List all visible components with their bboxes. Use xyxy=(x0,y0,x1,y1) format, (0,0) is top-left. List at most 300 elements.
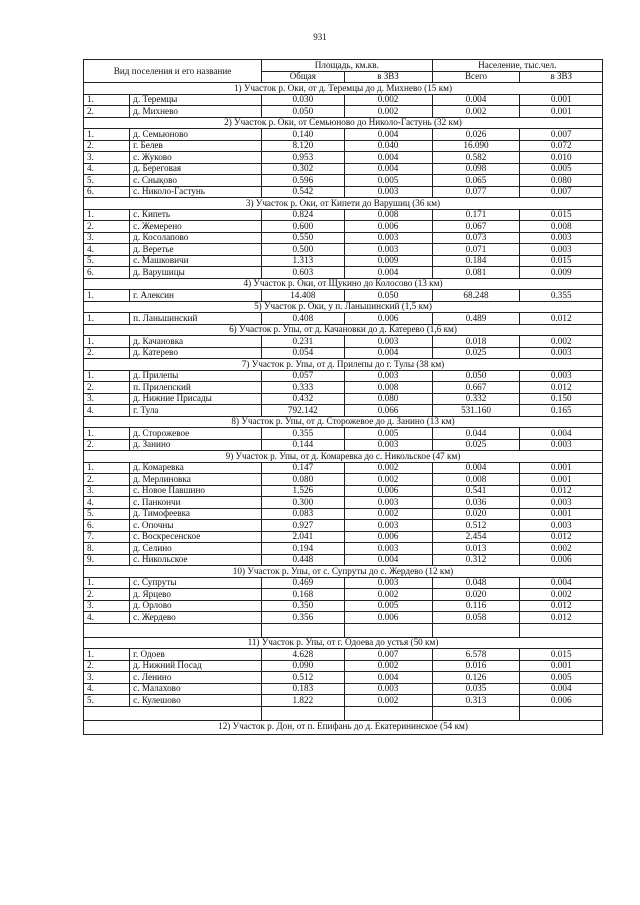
row-number: 9. xyxy=(84,554,130,566)
population-zvz: 0.004 xyxy=(520,428,603,440)
area-total: 4.628 xyxy=(262,649,344,661)
area-zvz: 0.002 xyxy=(344,660,432,672)
section-title: 11) Участок р. Упы, от г. Одоева до устья (50 км) xyxy=(84,637,603,649)
population-total: 0.065 xyxy=(432,175,520,187)
area-total: 792.142 xyxy=(262,405,344,417)
area-total: 0.350 xyxy=(262,600,344,612)
area-total: 0.469 xyxy=(262,577,344,589)
settlement-name: с. Жуково xyxy=(130,152,262,164)
row-number: 1. xyxy=(84,462,130,474)
area-zvz: 0.003 xyxy=(344,244,432,256)
row-number: 3. xyxy=(84,232,130,244)
table-row xyxy=(84,520,603,532)
table-row xyxy=(84,267,603,279)
area-zvz: 0.003 xyxy=(344,232,432,244)
table-row xyxy=(84,405,603,417)
table-row xyxy=(84,531,603,543)
area-total: 0.356 xyxy=(262,612,344,624)
area-zvz: 0.008 xyxy=(344,209,432,221)
population-total: 6.578 xyxy=(432,649,520,661)
spacer-cell xyxy=(262,623,344,637)
population-zvz: 0.355 xyxy=(520,290,603,302)
population-total: 0.073 xyxy=(432,232,520,244)
header-area: Площадь, км.кв. xyxy=(262,60,432,72)
row-number: 5. xyxy=(84,695,130,707)
population-total: 0.035 xyxy=(432,683,520,695)
population-zvz: 0.009 xyxy=(520,267,603,279)
population-total: 0.036 xyxy=(432,497,520,509)
population-total: 0.081 xyxy=(432,267,520,279)
settlement-name: с. Жердево xyxy=(130,612,262,624)
area-total: 0.550 xyxy=(262,232,344,244)
area-total: 0.596 xyxy=(262,175,344,187)
table-row xyxy=(84,163,603,175)
spacer-cell xyxy=(84,623,130,637)
section-title: 6) Участок р. Упы, от д. Качановки до д. Катерево (1,6 км) xyxy=(84,324,603,336)
row-number: 4. xyxy=(84,163,130,175)
settlement-name: д. Сторожевое xyxy=(130,428,262,440)
section-title: 8) Участок р. Упы, от д. Сторожевое до д. Занино (13 км) xyxy=(84,416,603,428)
settlement-name: д. Мерлиновка xyxy=(130,474,262,486)
table-row xyxy=(84,683,603,695)
area-zvz: 0.003 xyxy=(344,336,432,348)
table-row xyxy=(84,660,603,672)
area-total: 1.313 xyxy=(262,255,344,267)
population-total: 0.002 xyxy=(432,106,520,118)
row-number: 1. xyxy=(84,577,130,589)
table-row xyxy=(84,221,603,233)
population-zvz: 0.005 xyxy=(520,672,603,684)
population-total: 0.044 xyxy=(432,428,520,440)
spacer-cell xyxy=(520,706,603,720)
row-number: 4. xyxy=(84,405,130,417)
area-total: 0.057 xyxy=(262,370,344,382)
population-zvz: 0.007 xyxy=(520,129,603,141)
area-total: 0.500 xyxy=(262,244,344,256)
header-settlement: Вид поселения и его название xyxy=(84,60,262,83)
area-total: 0.542 xyxy=(262,186,344,198)
row-number: 6. xyxy=(84,186,130,198)
area-zvz: 0.004 xyxy=(344,347,432,359)
table-row xyxy=(84,589,603,601)
settlement-name: д. Селино xyxy=(130,543,262,555)
table-row xyxy=(84,393,603,405)
row-number: 2. xyxy=(84,660,130,672)
population-total: 0.020 xyxy=(432,508,520,520)
area-zvz: 0.002 xyxy=(344,462,432,474)
population-zvz: 0.005 xyxy=(520,163,603,175)
settlement-name: д. Варушицы xyxy=(130,267,262,279)
population-zvz: 0.165 xyxy=(520,405,603,417)
settlement-name: д. Ярцево xyxy=(130,589,262,601)
section-title: 2) Участок р. Оки, от Семьюново до Николо-Гастунь (32 км) xyxy=(84,117,603,129)
area-total: 0.140 xyxy=(262,129,344,141)
area-total: 0.030 xyxy=(262,94,344,106)
settlements-table xyxy=(83,59,603,735)
population-total: 0.020 xyxy=(432,589,520,601)
population-zvz: 0.003 xyxy=(520,439,603,451)
area-zvz: 0.003 xyxy=(344,370,432,382)
table-row xyxy=(84,313,603,325)
population-zvz: 0.001 xyxy=(520,508,603,520)
population-total: 0.489 xyxy=(432,313,520,325)
area-zvz: 0.003 xyxy=(344,439,432,451)
population-total: 0.026 xyxy=(432,129,520,141)
spacer-row xyxy=(84,623,603,637)
population-zvz: 0.012 xyxy=(520,600,603,612)
area-total: 1.822 xyxy=(262,695,344,707)
population-zvz: 0.003 xyxy=(520,232,603,244)
area-total: 0.600 xyxy=(262,221,344,233)
header-pop-total: Всего xyxy=(432,71,520,83)
area-total: 0.603 xyxy=(262,267,344,279)
table-row xyxy=(84,186,603,198)
row-number: 2. xyxy=(84,474,130,486)
population-zvz: 0.001 xyxy=(520,474,603,486)
area-zvz: 0.002 xyxy=(344,474,432,486)
settlement-name: с. Машковичи xyxy=(130,255,262,267)
population-zvz: 0.003 xyxy=(520,520,603,532)
settlement-name: с. Никольское xyxy=(130,554,262,566)
table-row xyxy=(84,543,603,555)
table-row xyxy=(84,129,603,141)
header-area-zvz: в ЗВЗ xyxy=(344,71,432,83)
population-total: 16.090 xyxy=(432,140,520,152)
population-zvz: 0.001 xyxy=(520,106,603,118)
area-zvz: 0.009 xyxy=(344,255,432,267)
population-total: 0.071 xyxy=(432,244,520,256)
row-number: 8. xyxy=(84,543,130,555)
area-zvz: 0.004 xyxy=(344,163,432,175)
row-number: 1. xyxy=(84,209,130,221)
settlement-name: г. Одоев xyxy=(130,649,262,661)
population-zvz: 0.007 xyxy=(520,186,603,198)
population-total: 0.018 xyxy=(432,336,520,348)
area-total: 0.183 xyxy=(262,683,344,695)
header-row xyxy=(84,60,603,72)
section-title: 1) Участок р. Оки, от д. Теремцы до д. Михнево (15 км) xyxy=(84,83,603,95)
table-row xyxy=(84,347,603,359)
settlement-name: с. Опочны xyxy=(130,520,262,532)
table-row xyxy=(84,382,603,394)
settlement-name: д. Занино xyxy=(130,439,262,451)
area-zvz: 0.003 xyxy=(344,186,432,198)
settlement-name: с. Панкончи xyxy=(130,497,262,509)
section-header-row xyxy=(84,83,603,95)
section-title: 12) Участок р. Дон, от п. Епифань до д. Екатерининское (54 км) xyxy=(84,720,603,734)
area-zvz: 0.080 xyxy=(344,393,432,405)
area-total: 1.526 xyxy=(262,485,344,497)
settlement-name: п. Ланьшинский xyxy=(130,313,262,325)
row-number: 2. xyxy=(84,347,130,359)
population-zvz: 0.012 xyxy=(520,485,603,497)
area-zvz: 0.002 xyxy=(344,106,432,118)
table-row xyxy=(84,232,603,244)
settlement-name: д. Теремцы xyxy=(130,94,262,106)
area-zvz: 0.006 xyxy=(344,313,432,325)
area-zvz: 0.002 xyxy=(344,94,432,106)
population-zvz: 0.015 xyxy=(520,209,603,221)
population-zvz: 0.012 xyxy=(520,612,603,624)
row-number: 1. xyxy=(84,94,130,106)
area-total: 0.144 xyxy=(262,439,344,451)
table-row xyxy=(84,140,603,152)
row-number: 1. xyxy=(84,290,130,302)
area-zvz: 0.005 xyxy=(344,175,432,187)
settlement-name: д. Нижние Присады xyxy=(130,393,262,405)
area-zvz: 0.004 xyxy=(344,267,432,279)
row-number: 2. xyxy=(84,221,130,233)
table-row xyxy=(84,462,603,474)
header-pop-zvz: в ЗВЗ xyxy=(520,71,603,83)
settlement-name: с. Кипеть xyxy=(130,209,262,221)
population-total: 0.667 xyxy=(432,382,520,394)
spacer-cell xyxy=(432,706,520,720)
area-total: 0.083 xyxy=(262,508,344,520)
area-zvz: 0.003 xyxy=(344,577,432,589)
settlement-name: д. Орлово xyxy=(130,600,262,612)
section-header-row xyxy=(84,324,603,336)
settlement-name: с. Николо-Гастунь xyxy=(130,186,262,198)
population-zvz: 0.001 xyxy=(520,462,603,474)
settlement-name: п. Прилепский xyxy=(130,382,262,394)
area-zvz: 0.002 xyxy=(344,589,432,601)
area-total: 0.355 xyxy=(262,428,344,440)
area-zvz: 0.003 xyxy=(344,520,432,532)
population-total: 0.582 xyxy=(432,152,520,164)
table-row xyxy=(84,152,603,164)
row-number: 3. xyxy=(84,485,130,497)
table-row xyxy=(84,577,603,589)
area-total: 14.408 xyxy=(262,290,344,302)
population-zvz: 0.002 xyxy=(520,543,603,555)
area-total: 8.120 xyxy=(262,140,344,152)
section-header-row xyxy=(84,278,603,290)
row-number: 2. xyxy=(84,382,130,394)
population-zvz: 0.001 xyxy=(520,94,603,106)
section-header-row xyxy=(84,637,603,649)
population-zvz: 0.008 xyxy=(520,221,603,233)
row-number: 6. xyxy=(84,267,130,279)
population-zvz: 0.012 xyxy=(520,313,603,325)
settlement-name: д. Катерево xyxy=(130,347,262,359)
settlement-name: д. Комаревка xyxy=(130,462,262,474)
population-total: 531.160 xyxy=(432,405,520,417)
area-total: 0.300 xyxy=(262,497,344,509)
row-number: 4. xyxy=(84,497,130,509)
settlement-name: г. Алексин xyxy=(130,290,262,302)
table-row xyxy=(84,290,603,302)
section-header-row xyxy=(84,566,603,578)
population-total: 0.312 xyxy=(432,554,520,566)
area-total: 0.408 xyxy=(262,313,344,325)
table-row xyxy=(84,612,603,624)
area-total: 0.168 xyxy=(262,589,344,601)
table-row xyxy=(84,428,603,440)
population-zvz: 0.072 xyxy=(520,140,603,152)
row-number: 1. xyxy=(84,428,130,440)
row-number: 4. xyxy=(84,244,130,256)
area-zvz: 0.006 xyxy=(344,612,432,624)
table-row xyxy=(84,94,603,106)
table-row xyxy=(84,600,603,612)
area-zvz: 0.006 xyxy=(344,531,432,543)
area-total: 2.041 xyxy=(262,531,344,543)
spacer-cell xyxy=(130,623,262,637)
row-number: 7. xyxy=(84,531,130,543)
population-total: 0.067 xyxy=(432,221,520,233)
table-row xyxy=(84,106,603,118)
population-zvz: 0.002 xyxy=(520,336,603,348)
section-header-row xyxy=(84,359,603,371)
population-zvz: 0.003 xyxy=(520,244,603,256)
population-total: 0.008 xyxy=(432,474,520,486)
population-total: 2.454 xyxy=(432,531,520,543)
population-total: 0.048 xyxy=(432,577,520,589)
area-total: 0.824 xyxy=(262,209,344,221)
area-total: 0.080 xyxy=(262,474,344,486)
spacer-cell xyxy=(262,706,344,720)
section-header-row xyxy=(84,451,603,463)
population-zvz: 0.003 xyxy=(520,347,603,359)
area-zvz: 0.006 xyxy=(344,221,432,233)
population-zvz: 0.010 xyxy=(520,152,603,164)
area-zvz: 0.004 xyxy=(344,672,432,684)
section-title: 3) Участок р. Оки, от Кипети до Варушиц (36 км) xyxy=(84,198,603,210)
area-zvz: 0.002 xyxy=(344,695,432,707)
row-number: 1. xyxy=(84,336,130,348)
area-zvz: 0.003 xyxy=(344,497,432,509)
row-number: 1. xyxy=(84,370,130,382)
table-row xyxy=(84,672,603,684)
settlement-name: д. Нижний Посад xyxy=(130,660,262,672)
row-number: 3. xyxy=(84,152,130,164)
settlement-name: д. Веретье xyxy=(130,244,262,256)
population-total: 0.116 xyxy=(432,600,520,612)
section-title: 4) Участок р. Оки, от Щукино до Колосово (13 км) xyxy=(84,278,603,290)
population-zvz: 0.012 xyxy=(520,531,603,543)
table-row xyxy=(84,439,603,451)
spacer-cell xyxy=(432,623,520,637)
population-zvz: 0.012 xyxy=(520,382,603,394)
population-zvz: 0.015 xyxy=(520,255,603,267)
settlement-name: с. Воскресенское xyxy=(130,531,262,543)
area-zvz: 0.004 xyxy=(344,554,432,566)
section-title: 5) Участок р. Оки, у п. Ланьшинский (1,5 км) xyxy=(84,301,603,313)
spacer-cell xyxy=(344,706,432,720)
population-total: 0.013 xyxy=(432,543,520,555)
spacer-cell xyxy=(344,623,432,637)
settlement-name: д. Семьюново xyxy=(130,129,262,141)
area-zvz: 0.066 xyxy=(344,405,432,417)
settlement-name: д. Прилепы xyxy=(130,370,262,382)
population-total: 0.184 xyxy=(432,255,520,267)
settlement-name: с. Новое Павшино xyxy=(130,485,262,497)
area-total: 0.953 xyxy=(262,152,344,164)
table-row xyxy=(84,497,603,509)
population-total: 0.313 xyxy=(432,695,520,707)
table-row xyxy=(84,336,603,348)
population-zvz: 0.004 xyxy=(520,683,603,695)
area-total: 0.147 xyxy=(262,462,344,474)
area-total: 0.231 xyxy=(262,336,344,348)
area-zvz: 0.002 xyxy=(344,508,432,520)
settlement-name: г. Белев xyxy=(130,140,262,152)
population-total: 0.004 xyxy=(432,94,520,106)
settlement-name: д. Михнево xyxy=(130,106,262,118)
population-zvz: 0.003 xyxy=(520,497,603,509)
area-total: 0.448 xyxy=(262,554,344,566)
table-row xyxy=(84,370,603,382)
area-zvz: 0.004 xyxy=(344,129,432,141)
settlement-name: с. Снықово xyxy=(130,175,262,187)
population-total: 0.050 xyxy=(432,370,520,382)
population-total: 0.004 xyxy=(432,462,520,474)
area-zvz: 0.007 xyxy=(344,649,432,661)
settlement-name: д. Косолапово xyxy=(130,232,262,244)
area-zvz: 0.006 xyxy=(344,485,432,497)
table-row xyxy=(84,175,603,187)
settlement-name: с. Супруты xyxy=(130,577,262,589)
section-header-row xyxy=(84,301,603,313)
settlement-name: д. Качановка xyxy=(130,336,262,348)
settlement-name: г. Тула xyxy=(130,405,262,417)
population-zvz: 0.015 xyxy=(520,649,603,661)
population-zvz: 0.002 xyxy=(520,589,603,601)
table-row xyxy=(84,474,603,486)
table-row xyxy=(84,244,603,256)
row-number: 3. xyxy=(84,393,130,405)
section-title: 7) Участок р. Упы, от д. Прилепы до г. Тулы (38 км) xyxy=(84,359,603,371)
area-zvz: 0.003 xyxy=(344,543,432,555)
area-total: 0.927 xyxy=(262,520,344,532)
table-row xyxy=(84,255,603,267)
population-zvz: 0.006 xyxy=(520,554,603,566)
area-zvz: 0.003 xyxy=(344,683,432,695)
area-zvz: 0.005 xyxy=(344,428,432,440)
header-population: Население, тыс.чел. xyxy=(432,60,602,72)
area-total: 0.302 xyxy=(262,163,344,175)
table-row xyxy=(84,554,603,566)
spacer-cell xyxy=(130,706,262,720)
population-total: 0.332 xyxy=(432,393,520,405)
area-total: 0.333 xyxy=(262,382,344,394)
population-total: 0.512 xyxy=(432,520,520,532)
population-total: 68.248 xyxy=(432,290,520,302)
settlement-name: с. Кулешово xyxy=(130,695,262,707)
spacer-row xyxy=(84,706,603,720)
row-number: 5. xyxy=(84,255,130,267)
section-header-row xyxy=(84,117,603,129)
row-number: 1. xyxy=(84,649,130,661)
population-total: 0.171 xyxy=(432,209,520,221)
population-total: 0.098 xyxy=(432,163,520,175)
area-zvz: 0.008 xyxy=(344,382,432,394)
row-number: 5. xyxy=(84,175,130,187)
row-number: 3. xyxy=(84,672,130,684)
page-number: 931 xyxy=(313,32,327,42)
area-total: 0.090 xyxy=(262,660,344,672)
settlement-name: д. Береговая xyxy=(130,163,262,175)
population-total: 0.077 xyxy=(432,186,520,198)
spacer-cell xyxy=(520,623,603,637)
table-row xyxy=(84,695,603,707)
table-row xyxy=(84,508,603,520)
area-zvz: 0.040 xyxy=(344,140,432,152)
header-area-total: Общая xyxy=(262,71,344,83)
population-total: 0.126 xyxy=(432,672,520,684)
population-zvz: 0.150 xyxy=(520,393,603,405)
